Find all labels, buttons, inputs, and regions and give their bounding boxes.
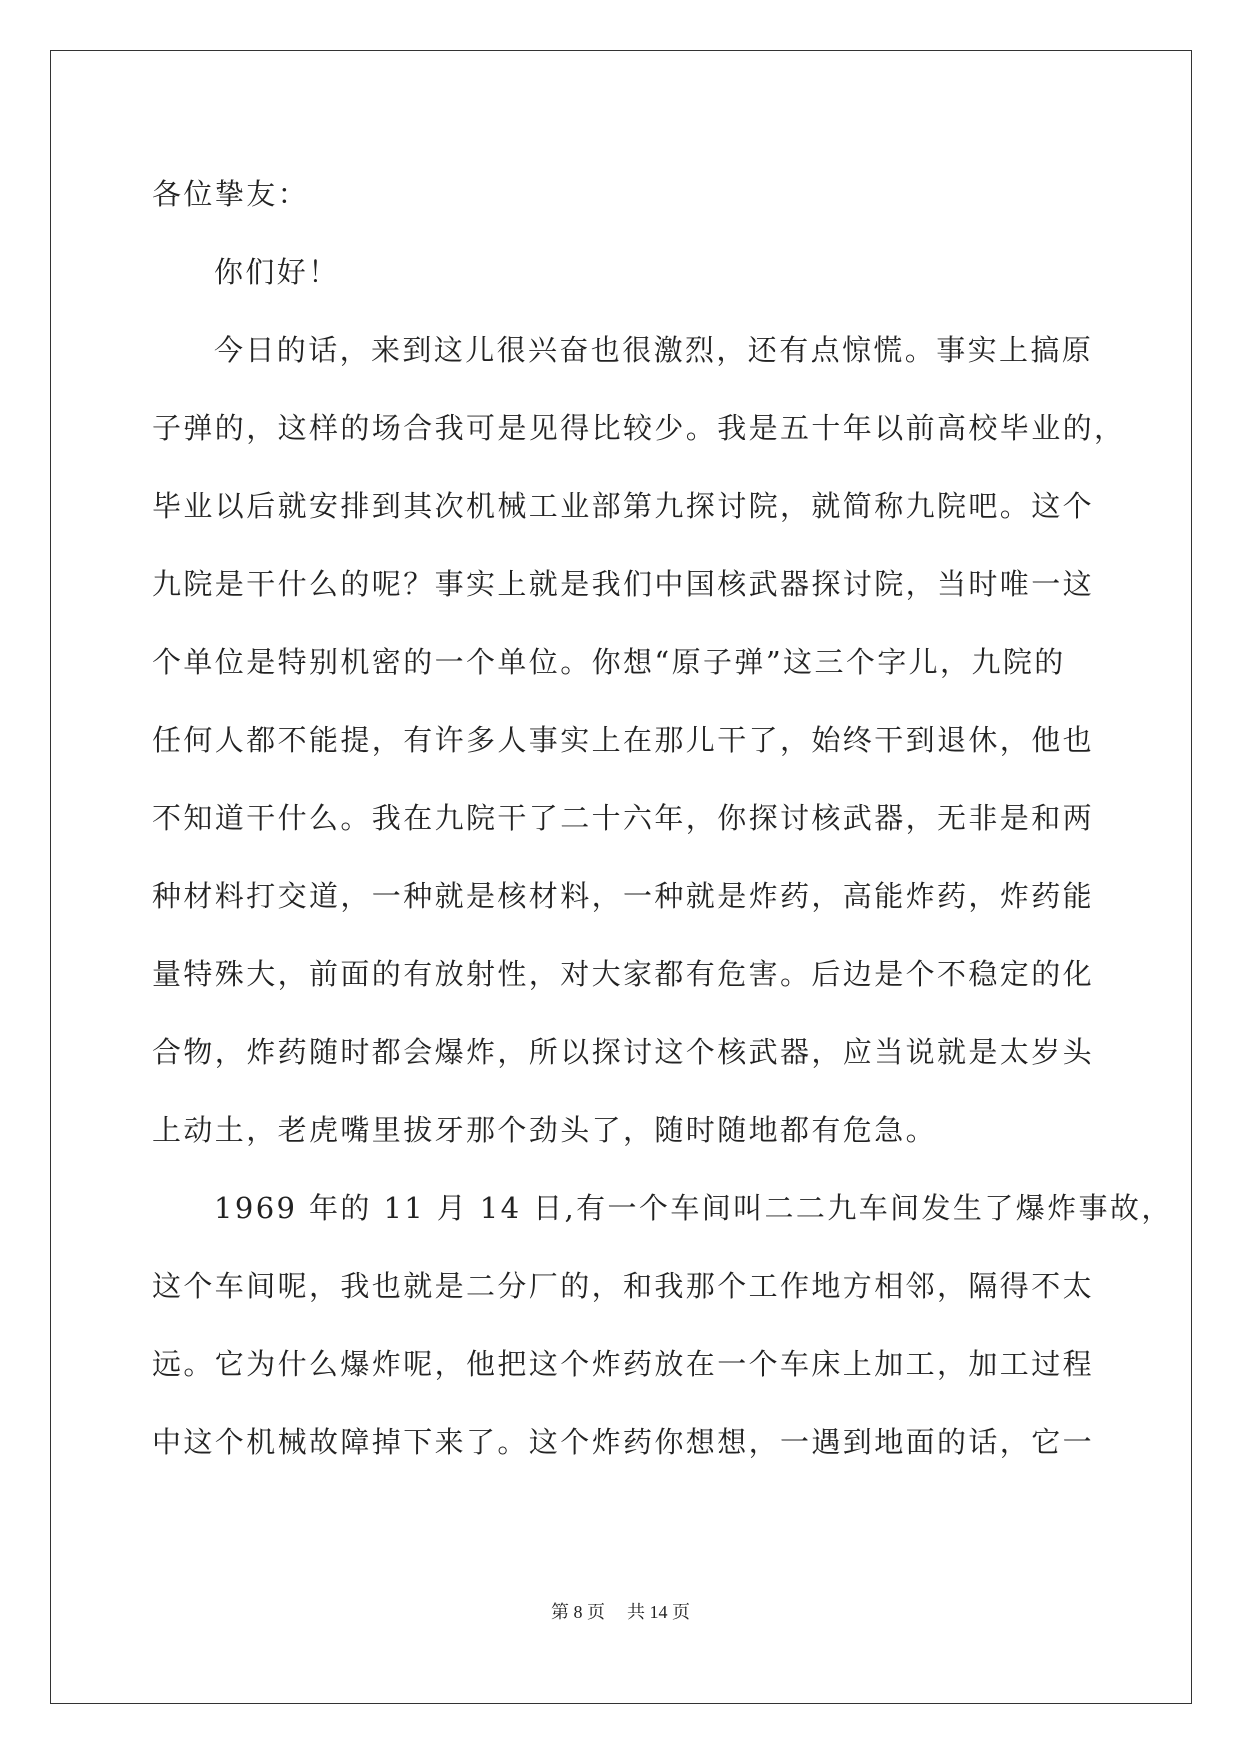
paragraph-line: 1969 年的 11 月 14 日,有一个车间叫二二九车间发生了爆炸事故， [214,1191,1173,1225]
paragraph-line: 子弹的，这样的场合我可是见得比较少。我是五十年以前高校毕业的， [152,411,1126,445]
paragraph-line: 九院是干什么的呢？事实上就是我们中国核武器探讨院，当时唯一这 [152,567,1095,601]
paragraph-line: 量特殊大，前面的有放射性，对大家都有危害。后边是个不稳定的化 [152,957,1095,991]
page-footer [0,1598,1241,1624]
paragraph-line: 中这个机械故障掉下来了。这个炸药你想想，一遇到地面的话，它一 [152,1425,1095,1459]
paragraph-line: 任何人都不能提，有许多人事实上在那儿干了，始终干到退休，他也 [152,723,1095,757]
document-body [152,155,1173,1481]
paragraph-line: 个单位是特别机密的一个单位。你想“原子弹”这三个字儿，九院的 [152,645,1066,679]
paragraph-line: 合物，炸药随时都会爆炸，所以探讨这个核武器，应当说就是太岁头 [152,1035,1095,1069]
paragraph-line: 今日的话，来到这儿很兴奋也很激烈，还有点惊慌。事实上搞原 [214,333,1094,367]
paragraph-line: 不知道干什么。我在九院干了二十六年，你探讨核武器，无非是和两 [152,801,1095,835]
paragraph-line: 这个车间呢，我也就是二分厂的，和我那个工作地方相邻，隔得不太 [152,1269,1095,1303]
paragraph-line: 远。它为什么爆炸呢，他把这个炸药放在一个车床上加工，加工过程 [152,1347,1095,1381]
greeting-line: 你们好！ [214,255,340,289]
total-page-count: 共 14 页 [627,1602,690,1622]
paragraph-line: 上动土，老虎嘴里拔牙那个劲头了，随时随地都有危急。 [152,1113,938,1147]
paragraph-line: 种材料打交道，一种就是核材料，一种就是炸药，高能炸药，炸药能 [152,879,1095,913]
current-page-number: 第 8 页 [551,1602,605,1622]
salutation-line: 各位挚友： [152,177,310,211]
paragraph-line: 毕业以后就安排到其次机械工业部第九探讨院，就简称九院吧。这个 [152,489,1095,523]
